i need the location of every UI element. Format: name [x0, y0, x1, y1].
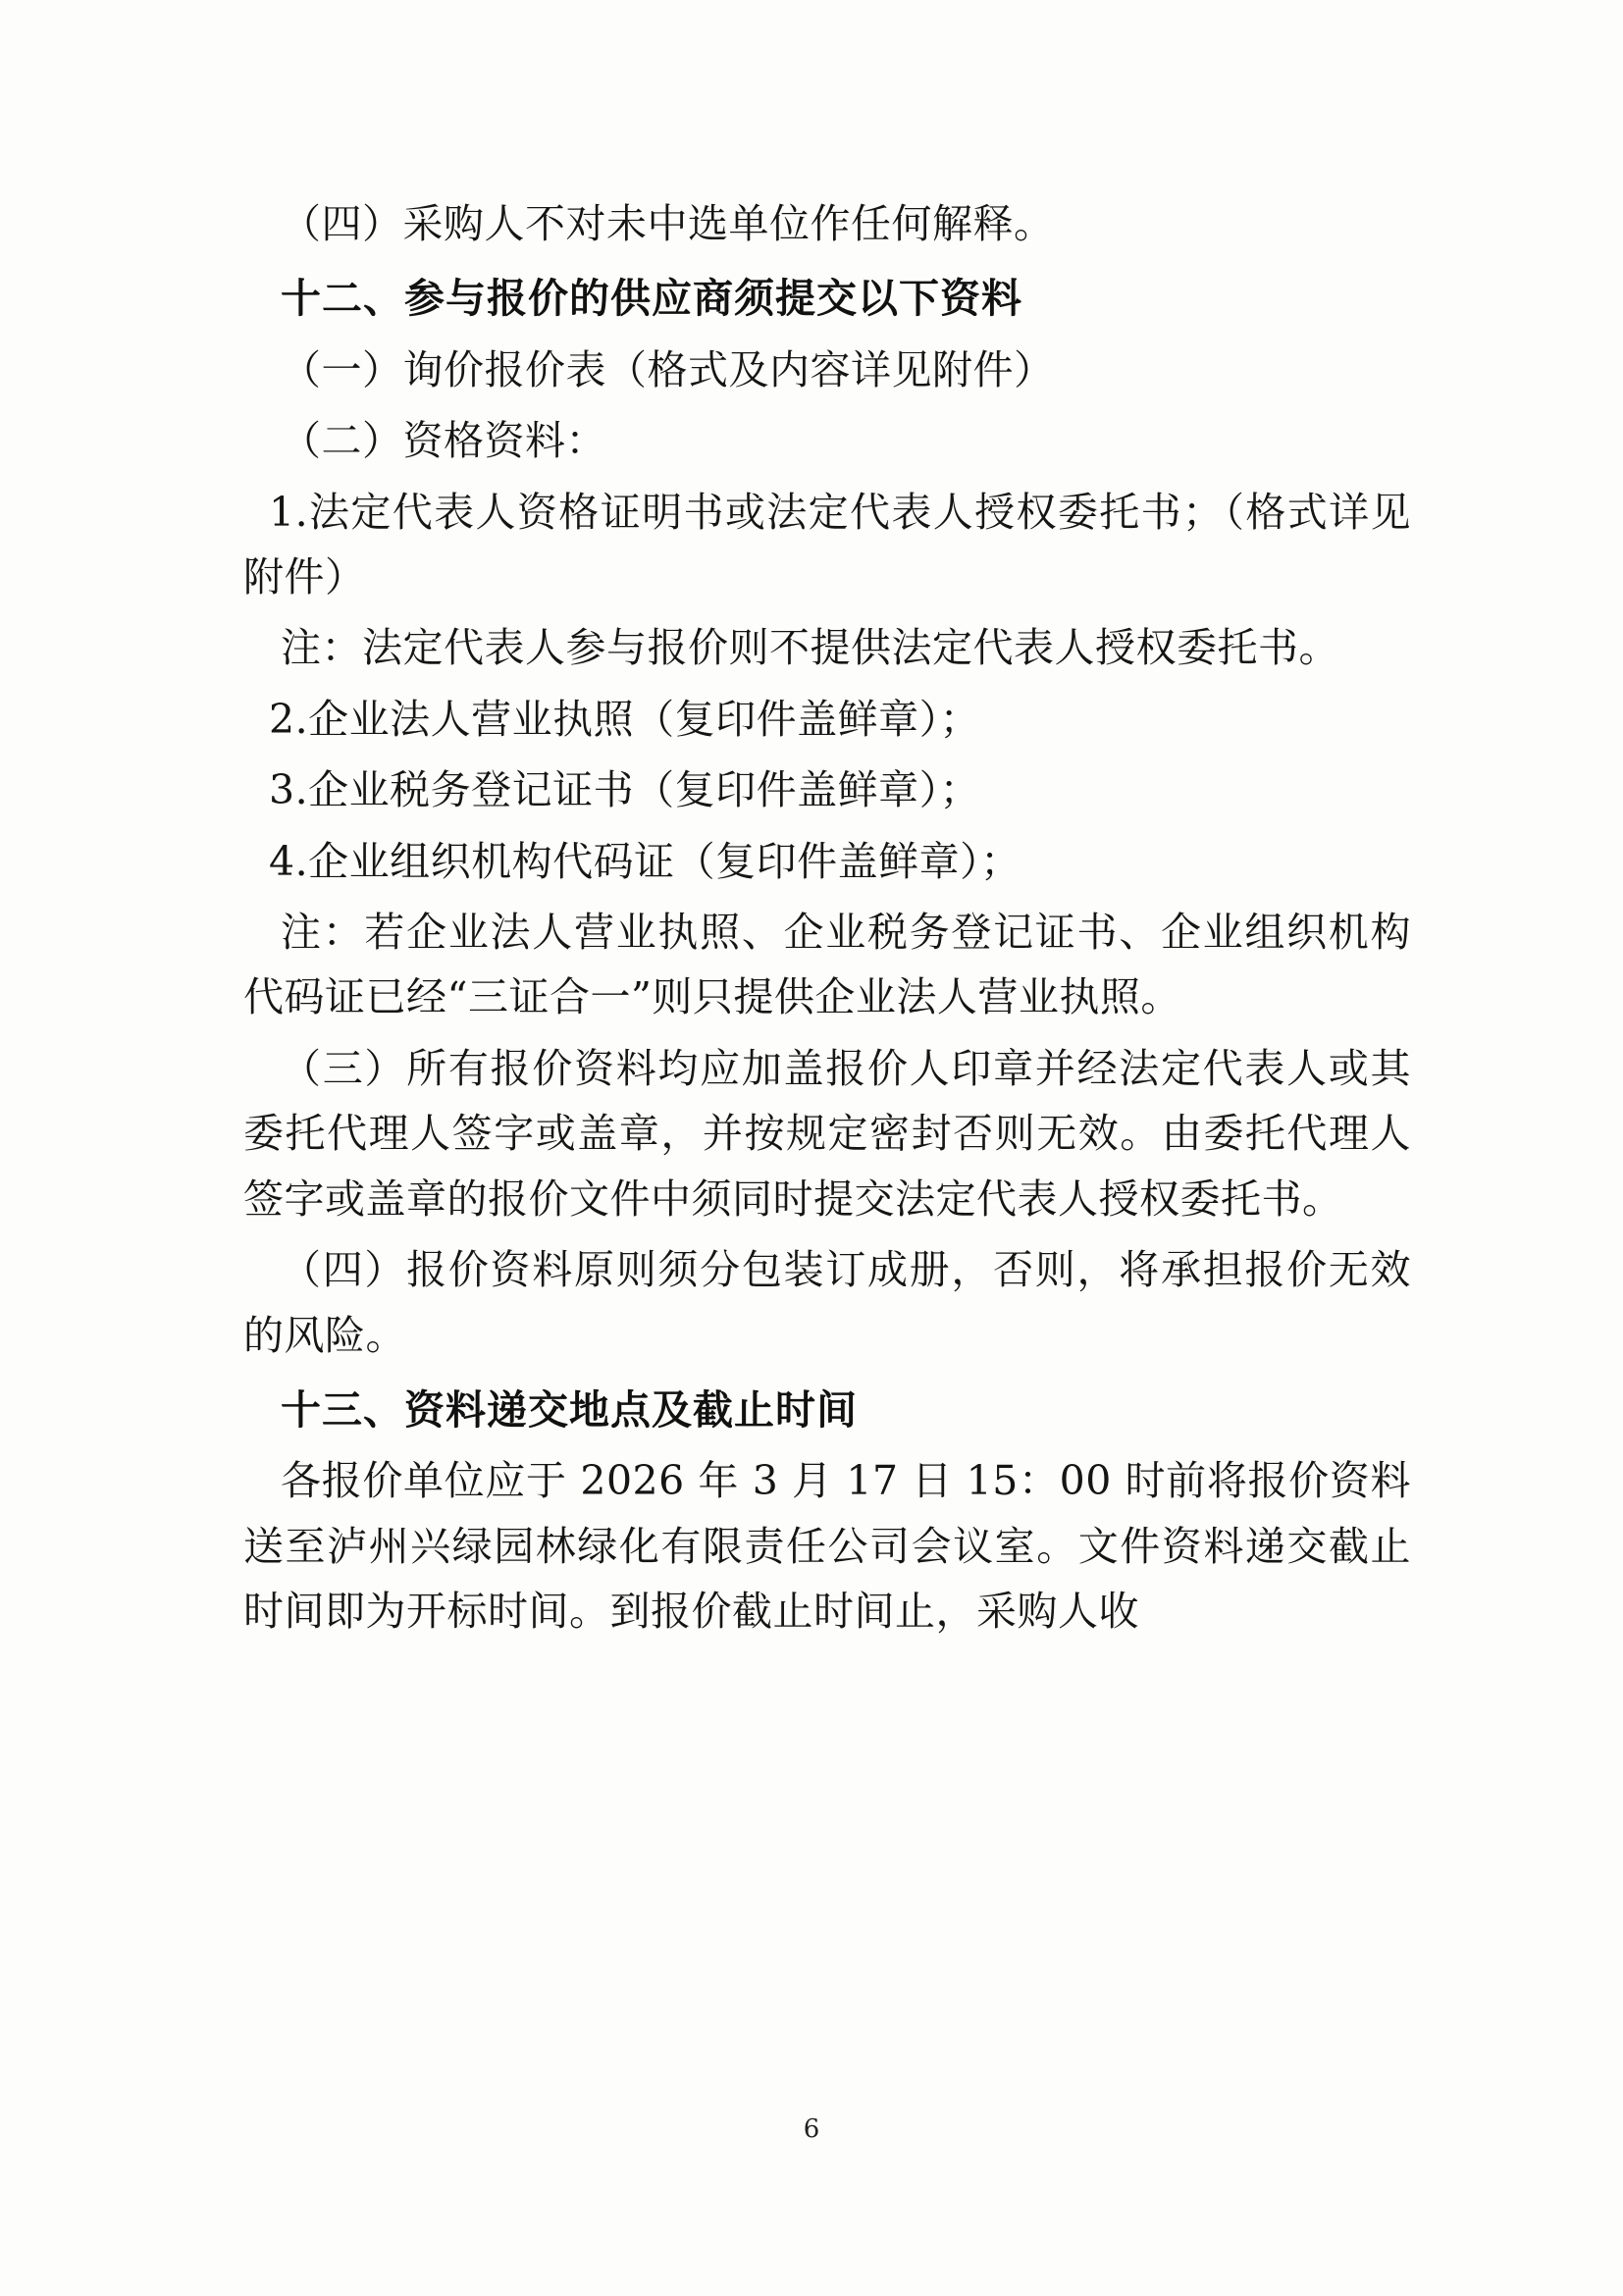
list-item-1-legal-rep: 1.法定代表人资格证明书或法定代表人授权委托书；（格式详见附件） [243, 488, 1411, 601]
paragraph-item-3-seal-signature: （三）所有报价资料均应加盖报价人印章并经法定代表人或其委托代理人签字或盖章，并按规定密封否则无效。由委托代理人签字或盖章的报价文件中须同时提交法定代表人授权委托书。 [243, 1044, 1411, 1223]
list-item-2-business-license: 2.企业法人营业执照（复印件盖鲜章）； [269, 695, 981, 743]
paragraph-item-1-quotation-form: （一）询价报价表（格式及内容详见附件） [281, 345, 1055, 393]
note-three-in-one: 注：若企业法人营业执照、企业税务登记证书、企业组织机构代码证已经“三证合一”则只提供企业法人营业执照。 [243, 909, 1411, 1021]
document-body [243, 191, 1411, 1650]
paragraph-item-4-binding: （四）报价资料原则须分包装订成册，否则，将承担报价无效的风险。 [243, 1246, 1411, 1359]
paragraph-item-2-qualification: （二）资格资料： [281, 417, 606, 465]
section-heading-13: 十三、资料递交地点及截止时间 [281, 1385, 858, 1434]
note-legal-rep: 注：法定代表人参与报价则不提供法定代表人授权委托书。 [281, 624, 1339, 672]
list-item-4-org-code: 4.企业组织机构代码证（复印件盖鲜章）； [269, 837, 1021, 885]
paragraph-submission-deadline: 各报价单位应于 2026 年 3 月 17 日 15：00 时前将报价资料送至泸州兴绿园林绿化有限责任公司会议室。文件资料递交截止时间即为开标时间。到报价截止时间止，采购人收 [243, 1457, 1411, 1636]
list-item-3-tax-registration: 3.企业税务登记证书（复印件盖鲜章）； [269, 766, 981, 814]
section-heading-12: 十二、参与报价的供应商须提交以下资料 [281, 275, 1022, 323]
paragraph-item-4-no-explanation: （四）采购人不对未中选单位作任何解释。 [281, 200, 1055, 247]
page-number: 6 [803, 2114, 820, 2144]
